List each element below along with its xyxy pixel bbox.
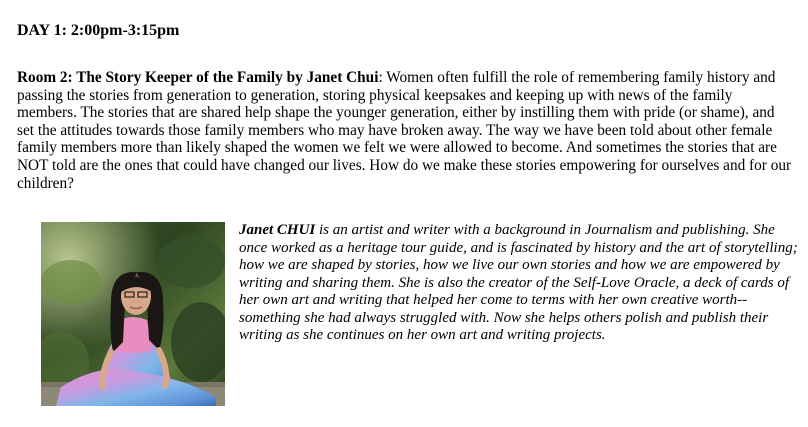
speaker-name: Janet CHUI bbox=[239, 222, 316, 238]
speaker-bio bbox=[239, 222, 799, 345]
session-title: Room 2: The Story Keeper of the Family by Janet Chui bbox=[17, 69, 379, 86]
session-description: : Women often fulfill the role of remembering family history and passing the stories from generation to generation, storing physical keepsakes and keeping up with news of the family members. The stories that are shared help shape the younger generation, either by instilling them with pride (or shame), and set the attitudes towards those family members who may have broken away. The way we have been told about other female family members more than likely shaped the women we felt we were allowed to become. And sometimes the stories that are NOT told are the ones that could have changed our lives. How do we make these stories empowering for ourselves and for our children? bbox=[17, 69, 792, 192]
speaker-photo bbox=[41, 222, 225, 406]
session-paragraph bbox=[17, 69, 795, 192]
speaker-bio-text: is an artist and writer with a background in Journalism and publishing. She once worked as a heritage tour guide, and is fascinated by history and the art of storytelling; how we are shaped by stories, how we live our own stories and how we are empowered by writing and sharing them. She is also the creator of the Self-Love Oracle, a deck of cards of her own art and writing that helped her come to terms with her own creative worth--something she had always struggled with. Now she helps others polish and publish their writing as she continues on her own art and writing projects. bbox=[239, 222, 798, 343]
day-heading: DAY 1: 2:00pm-3:15pm bbox=[17, 22, 180, 39]
